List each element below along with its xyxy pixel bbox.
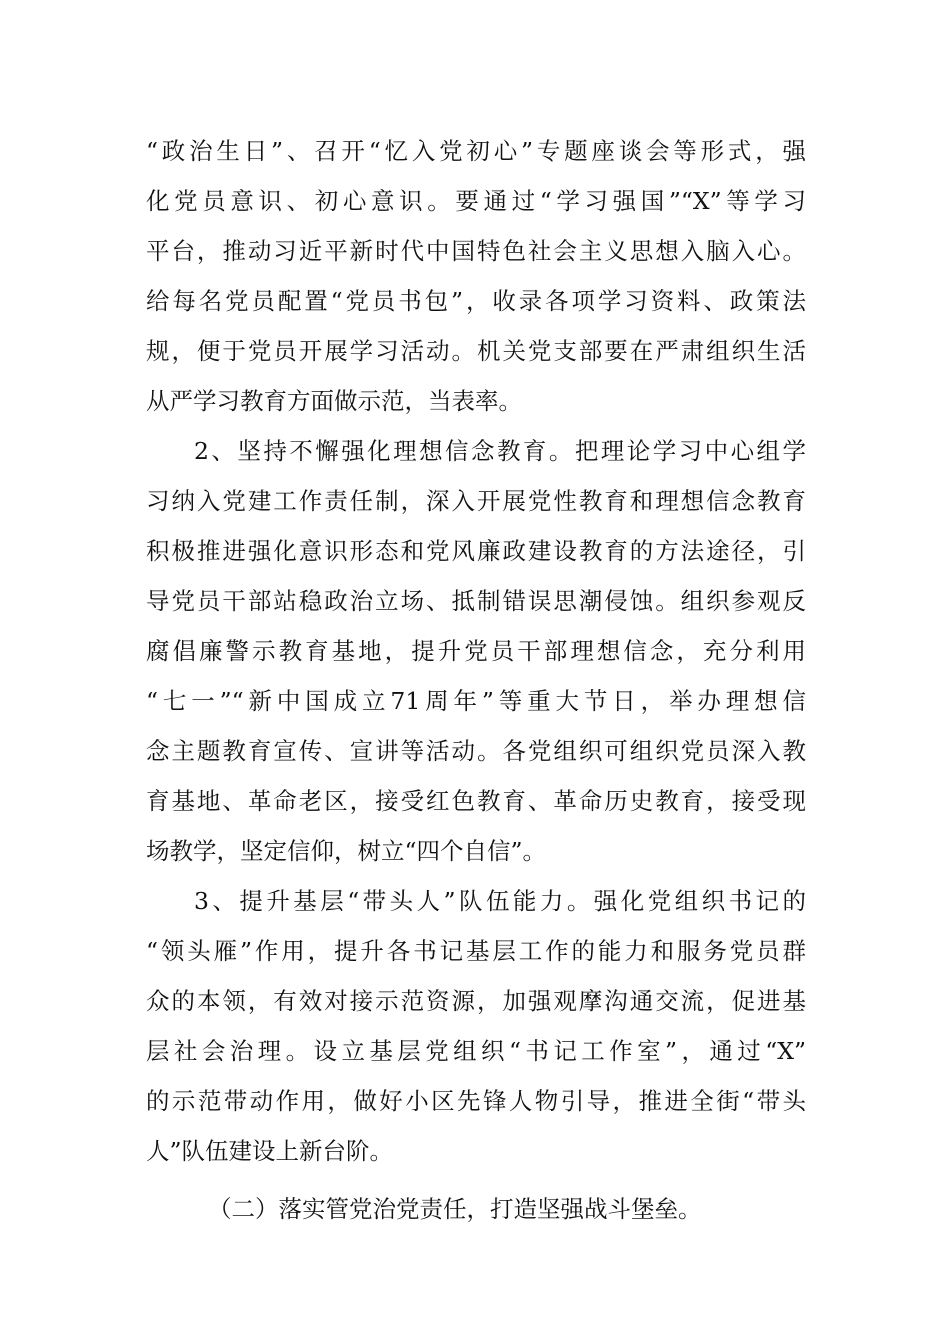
body-line: 层社会治理。设立基层党组织“书记工作室”，通过“X” [146,1037,806,1065]
body-line: 腐倡廉警示教育基地，提升党员干部理想信念，充分利用 [146,637,806,665]
body-line: 积极推进强化意识形态和党风廉政建设教育的方法途径，引 [146,537,806,565]
body-line: 规，便于党员开展学习活动。机关党支部要在严肃组织生活 [146,337,806,365]
body-line: 从严学习教育方面做示范，当表率。 [146,387,522,415]
paragraph-start-line: 3、提升基层“带头人”队伍能力。强化党组织书记的 [194,887,806,915]
document-page [146,126,806,1234]
body-line: 人”队伍建设上新台阶。 [146,1137,394,1165]
body-line: 导党员干部站稳政治立场、抵制错误思潮侵蚀。组织参观反 [146,587,806,615]
body-line: 的示范带动作用，做好小区先锋人物引导，推进全街“带头 [146,1087,806,1115]
section-heading: （二）落实管党治党责任，打造坚强战斗堡垒。 [208,1195,702,1223]
body-line: 场教学，坚定信仰，树立“四个自信”。 [146,837,547,865]
body-line: 习纳入党建工作责任制，深入开展党性教育和理想信念教育 [146,487,806,515]
body-line: 化党员意识、初心意识。要通过“学习强国”“X”等学习 [146,187,806,215]
body-line: 众的本领，有效对接示范资源，加强观摩沟通交流，促进基 [146,987,806,1015]
body-line: “领头雁”作用，提升各书记基层工作的能力和服务党员群 [146,937,806,965]
body-line: 给每名党员配置“党员书包”，收录各项学习资料、政策法 [146,287,806,315]
body-line: “政治生日”、召开“忆入党初心”专题座谈会等形式，强 [146,137,806,165]
body-line: 念主题教育宣传、宣讲等活动。各党组织可组织党员深入教 [146,737,806,765]
body-line: “七一”“新中国成立71周年”等重大节日，举办理想信 [146,687,806,715]
paragraph-start-line: 2、坚持不懈强化理想信念教育。把理论学习中心组学 [194,437,806,465]
body-line: 平台，推动习近平新时代中国特色社会主义思想入脑入心。 [146,237,806,265]
body-line: 育基地、革命老区，接受红色教育、革命历史教育，接受现 [146,787,806,815]
